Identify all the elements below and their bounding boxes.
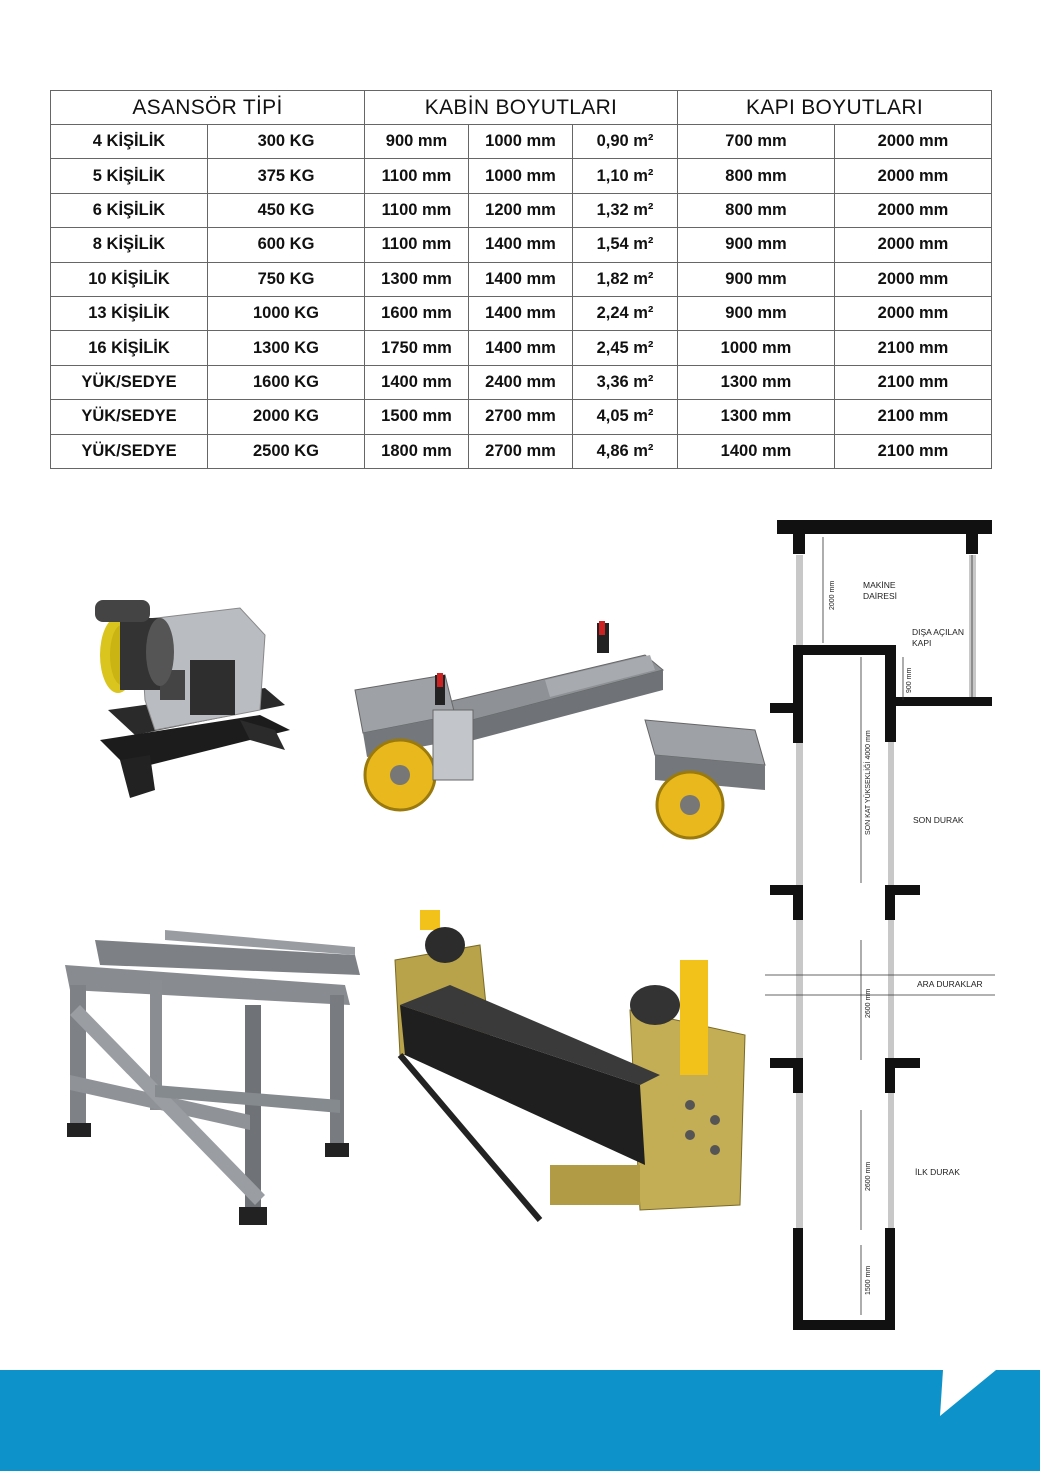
footer-corner-notch-icon (938, 1370, 998, 1420)
cell-capacity-persons: 16 KİŞİLİK (51, 331, 208, 365)
cell-door-height: 2000 mm (835, 159, 992, 193)
label-middle-stops: ARA DURAKLAR (917, 979, 983, 989)
cell-load-kg: 1600 KG (208, 365, 365, 399)
cell-load-kg: 375 KG (208, 159, 365, 193)
dim-1500: 1500 mm (865, 1265, 872, 1295)
cell-cabin-area: 1,32 m² (573, 193, 678, 227)
table-row (51, 296, 992, 330)
cell-door-height: 2100 mm (835, 365, 992, 399)
cell-capacity-persons: 10 KİŞİLİK (51, 262, 208, 296)
cell-load-kg: 750 KG (208, 262, 365, 296)
table-row (51, 228, 992, 262)
cell-cabin-area: 1,10 m² (573, 159, 678, 193)
label-machine-room-2: DAİRESİ (863, 591, 898, 601)
cell-load-kg: 450 KG (208, 193, 365, 227)
cell-cabin-depth: 1400 mm (469, 331, 573, 365)
dim-2600-b: 2600 mm (865, 1161, 872, 1191)
cell-door-width: 1300 mm (678, 365, 835, 399)
cell-cabin-width: 1800 mm (365, 434, 469, 468)
cell-door-width: 900 mm (678, 228, 835, 262)
cell-load-kg: 2000 KG (208, 400, 365, 434)
cell-capacity-persons: 4 KİŞİLİK (51, 125, 208, 159)
cell-cabin-depth: 1200 mm (469, 193, 573, 227)
cell-door-width: 900 mm (678, 262, 835, 296)
label-door-2: KAPI (912, 638, 932, 648)
table-row (51, 125, 992, 159)
cell-cabin-width: 1100 mm (365, 193, 469, 227)
cell-cabin-width: 1100 mm (365, 228, 469, 262)
cell-capacity-persons: 13 KİŞİLİK (51, 296, 208, 330)
cell-door-width: 700 mm (678, 125, 835, 159)
table-header-row (51, 91, 992, 125)
cell-door-height: 2100 mm (835, 400, 992, 434)
cell-cabin-width: 1300 mm (365, 262, 469, 296)
cell-cabin-depth: 1400 mm (469, 262, 573, 296)
cell-door-height: 2000 mm (835, 193, 992, 227)
elevator-spec-table (50, 90, 992, 469)
cell-cabin-width: 1600 mm (365, 296, 469, 330)
cell-capacity-persons: YÜK/SEDYE (51, 400, 208, 434)
table-row (51, 400, 992, 434)
cell-door-height: 2000 mm (835, 262, 992, 296)
table-row (51, 365, 992, 399)
cell-cabin-depth: 1400 mm (469, 296, 573, 330)
label-first-stop: İLK DURAK (915, 1167, 960, 1177)
traction-machine-image (60, 580, 300, 810)
table-row (51, 262, 992, 296)
counterweight-frame-image (390, 905, 750, 1235)
cell-capacity-persons: YÜK/SEDYE (51, 365, 208, 399)
steel-chassis-image (55, 925, 365, 1235)
header-door-dimensions: KAPI BOYUTLARI (678, 91, 992, 125)
cell-cabin-area: 2,24 m² (573, 296, 678, 330)
cell-load-kg: 300 KG (208, 125, 365, 159)
cell-door-height: 2000 mm (835, 296, 992, 330)
table-row (51, 434, 992, 468)
cell-cabin-area: 1,54 m² (573, 228, 678, 262)
dim-900: 900 mm (906, 667, 913, 693)
cell-cabin-area: 1,82 m² (573, 262, 678, 296)
cell-door-width: 900 mm (678, 296, 835, 330)
cell-cabin-depth: 1000 mm (469, 125, 573, 159)
cell-cabin-depth: 2700 mm (469, 400, 573, 434)
table-row (51, 159, 992, 193)
cell-cabin-area: 4,05 m² (573, 400, 678, 434)
cell-door-height: 2100 mm (835, 434, 992, 468)
cell-cabin-width: 1100 mm (365, 159, 469, 193)
cell-door-width: 1300 mm (678, 400, 835, 434)
cell-door-height: 2000 mm (835, 125, 992, 159)
cell-door-width: 800 mm (678, 193, 835, 227)
cell-cabin-depth: 2400 mm (469, 365, 573, 399)
cell-door-height: 2000 mm (835, 228, 992, 262)
label-machine-room: MAKİNE (863, 580, 896, 590)
cell-cabin-area: 0,90 m² (573, 125, 678, 159)
cell-cabin-depth: 1000 mm (469, 159, 573, 193)
cell-load-kg: 1000 KG (208, 296, 365, 330)
dim-2600-a: 2600 mm (865, 988, 872, 1018)
cabin-frame-image (345, 615, 775, 840)
header-elevator-type: ASANSÖR TİPİ (51, 91, 365, 125)
header-cabin-dimensions: KABİN BOYUTLARI (365, 91, 678, 125)
cell-cabin-area: 4,86 m² (573, 434, 678, 468)
cell-load-kg: 1300 KG (208, 331, 365, 365)
table-body (51, 125, 992, 469)
cell-capacity-persons: YÜK/SEDYE (51, 434, 208, 468)
cell-cabin-area: 2,45 m² (573, 331, 678, 365)
cell-load-kg: 600 KG (208, 228, 365, 262)
cell-cabin-depth: 2700 mm (469, 434, 573, 468)
cell-cabin-width: 1500 mm (365, 400, 469, 434)
dim-top-floor: SON KAT YÜKSEKLİĞİ 4000 mm (865, 730, 872, 835)
table-row (51, 193, 992, 227)
cell-cabin-width: 1750 mm (365, 331, 469, 365)
cell-cabin-depth: 1400 mm (469, 228, 573, 262)
label-last-stop: SON DURAK (913, 815, 964, 825)
cell-capacity-persons: 6 KİŞİLİK (51, 193, 208, 227)
cell-door-width: 1000 mm (678, 331, 835, 365)
cell-cabin-width: 900 mm (365, 125, 469, 159)
table-row (51, 331, 992, 365)
cell-cabin-area: 3,36 m² (573, 365, 678, 399)
cell-cabin-width: 1400 mm (365, 365, 469, 399)
cell-capacity-persons: 8 KİŞİLİK (51, 228, 208, 262)
footer-bar (0, 1370, 1040, 1471)
cell-capacity-persons: 5 KİŞİLİK (51, 159, 208, 193)
cell-door-width: 1400 mm (678, 434, 835, 468)
label-door: DIŞA AÇILAN (912, 627, 964, 637)
cell-door-height: 2100 mm (835, 331, 992, 365)
cell-load-kg: 2500 KG (208, 434, 365, 468)
elevator-shaft-diagram (765, 515, 995, 1335)
dim-2000: 2000 mm (829, 580, 836, 610)
cell-door-width: 800 mm (678, 159, 835, 193)
